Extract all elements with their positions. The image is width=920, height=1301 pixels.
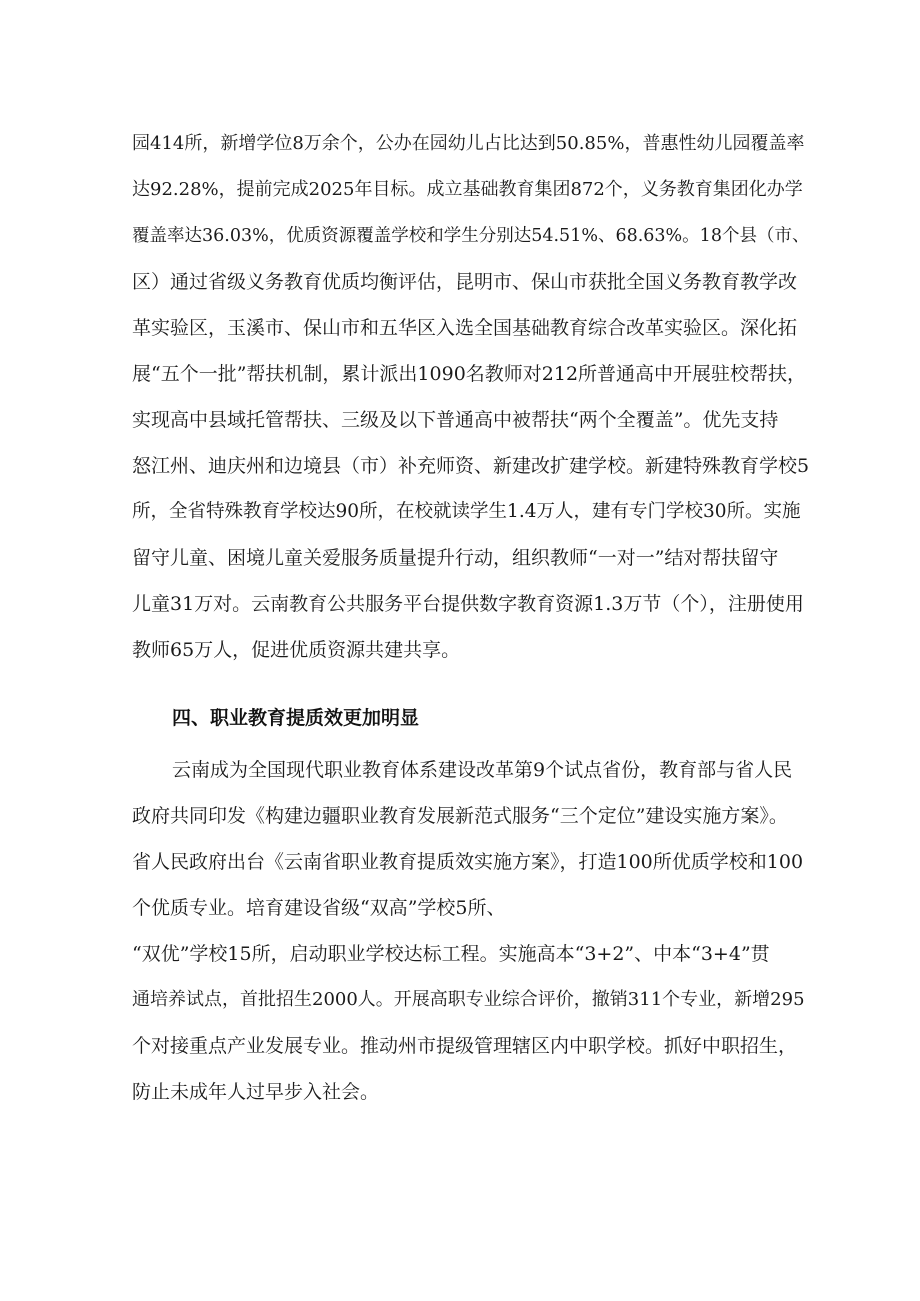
section-heading: 四、职业教育提质效更加明显 (172, 707, 420, 729)
paragraph2-line: 个优质专业。培育建设省级“双高”学校5所、 (132, 897, 506, 919)
paragraph1-line: 覆盖率达36.03%，优质资源覆盖学校和学生分别达54.51%、68.63%。18个县（市、 (132, 226, 810, 246)
paragraph1-line: 展“五个一批”帮扶机制，累计派出1090名教师对212所普通高中开展驻校帮扶， (132, 363, 807, 385)
paragraph1-line: 儿童31万对。云南教育公共服务平台提供数字教育资源1.3万节（个），注册使用 (132, 593, 804, 615)
paragraph1-line: 达92.28%，提前完成2025年目标。成立基础教育集团872个，义务教育集团化办学 (132, 179, 803, 200)
paragraph1-line: 实现高中县域托管帮扶、三级及以下普通高中被帮扶“两个全覆盖”。优先支持 (132, 409, 779, 431)
paragraph1-line: 所，全省特殊教育学校达90所，在校就读学生1.4万人，建有专门学校30所。实施 (132, 501, 801, 522)
paragraph2-line: 云南成为全国现代职业教育体系建设改革第9个试点省份，教育部与省人民 (172, 759, 793, 781)
paragraph1-line: 革实验区，玉溪市、保山市和五华区入选全国基础教育综合改革实验区。深化拓 (132, 317, 798, 339)
paragraph2-line: 个对接重点产业发展专业。推动州市提级管理辖区内中职学校。抓好中职招生， (132, 1035, 798, 1057)
paragraph2-line: 省人民政府出台《云南省职业教育提质效实施方案》，打造100所优质学校和100 (132, 851, 804, 873)
paragraph1-line: 怒江州、迪庆州和边境县（市）补充师资、新建改扩建学校。新建特殊教育学校5 (132, 455, 810, 477)
paragraph2-line: 防止未成年人过早步入社会。 (132, 1081, 380, 1103)
paragraph1-line: 教师65万人，促进优质资源共建共享。 (132, 639, 461, 661)
paragraph2-line: “双优”学校15所，启动职业学校达标工程。实施高本“3+2”、中本“3+4”贯 (132, 943, 770, 965)
paragraph1-line: 园414所，新增学位8万余个，公办在园幼儿占比达到50.85%，普惠性幼儿园覆盖率 (132, 133, 805, 154)
paragraph1-line: 留守儿童、困境儿童关爱服务质量提升行动，组织教师“一对一”结对帮扶留守 (132, 547, 779, 569)
paragraph1-line: 区）通过省级义务教育优质均衡评估，昆明市、保山市获批全国义务教育教学改 (132, 271, 798, 293)
paragraph2-line: 政府共同印发《构建边疆职业教育发展新范式服务“三个定位”建设实施方案》。 (132, 805, 788, 827)
paragraph2-line: 通培养试点，首批招生2000人。开展高职专业综合评价，撤销311个专业，新增295 (132, 989, 805, 1010)
